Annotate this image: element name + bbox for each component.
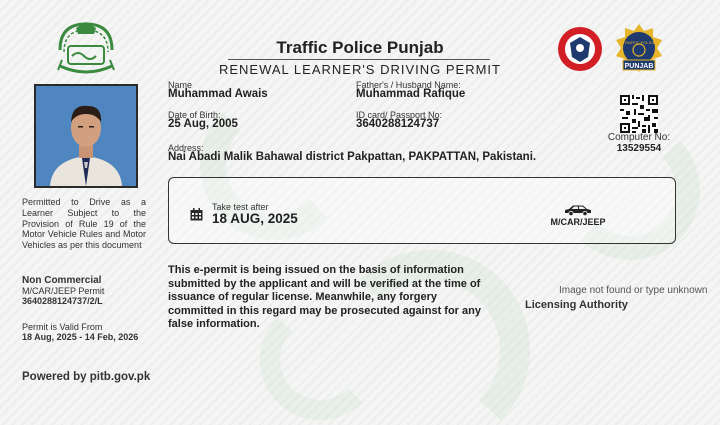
car-icon [563,203,593,215]
father-label: Father's / Husband Name: [356,80,461,90]
badge-text: PUNJAB [624,63,654,70]
qr-code [620,95,658,133]
powered-by: Powered by pitb.gov.pk [22,371,151,383]
validity-period: 18 Aug, 2025 - 14 Feb, 2026 [22,332,139,342]
test-date: 18 AUG, 2025 [212,211,298,226]
traffic-police-badge-logo [613,22,665,76]
calendar-icon [190,208,203,221]
id-number: 3640288124737 [356,118,440,130]
broken-signature-image [559,285,707,296]
permit-number: 3640288124737/2/L [22,296,103,306]
permit-type: M/CAR/JEEP Permit [22,286,105,296]
address: Nai Abadi Malik Bahawal district Pakpattan, PAKPATTAN, Pakistani. [168,151,537,163]
permit-subtitle: RENEWAL LEARNER'S DRIVING PERMIT [218,62,501,77]
legal-notice: This e-permit is being issued on the basis of information submitted by the applicant and will be verified at the time of issuance of regular license. Meanwhile, any forgery committed in this regard may be prosecuted against for any false information. [168,264,481,330]
computer-no-value: 13529554 [616,143,662,154]
badge-top-text: TRAFFIC POLICE [622,40,656,45]
vehicle-class: M/CAR/JEEP [550,217,606,227]
page-title: Traffic Police Punjab [276,38,444,57]
punjab-emblem-logo [54,20,118,76]
permit-category: Non Commercial [22,275,102,286]
licensing-authority: Licensing Authority [525,299,628,311]
broken-image-text: Image not found or type unknown [559,285,708,296]
name-label: Name [168,80,193,90]
id-label: ID card/ Passport No: [356,110,443,120]
father-name: Muhammad Rafique [356,88,466,100]
date-of-birth: 25 Aug, 2005 [168,118,238,130]
holder-photo [34,84,138,188]
test-label: Take test after [212,202,269,212]
title-divider [228,59,490,60]
validity-label: Permit is Valid From [22,322,103,332]
holder-name: Muhammad Awais [168,88,268,100]
permit-conditions: Permitted to Drive as a Learner Subject to the Provision of Rule 19 of the Motor Vehicle Rules and Motor Vehicles as per this document [22,197,146,251]
computer-no-label: Computer No: [607,132,671,143]
dob-label: Date of Birth: [168,110,221,120]
police-crest-logo [557,26,603,72]
address-label: Address: [168,143,204,153]
